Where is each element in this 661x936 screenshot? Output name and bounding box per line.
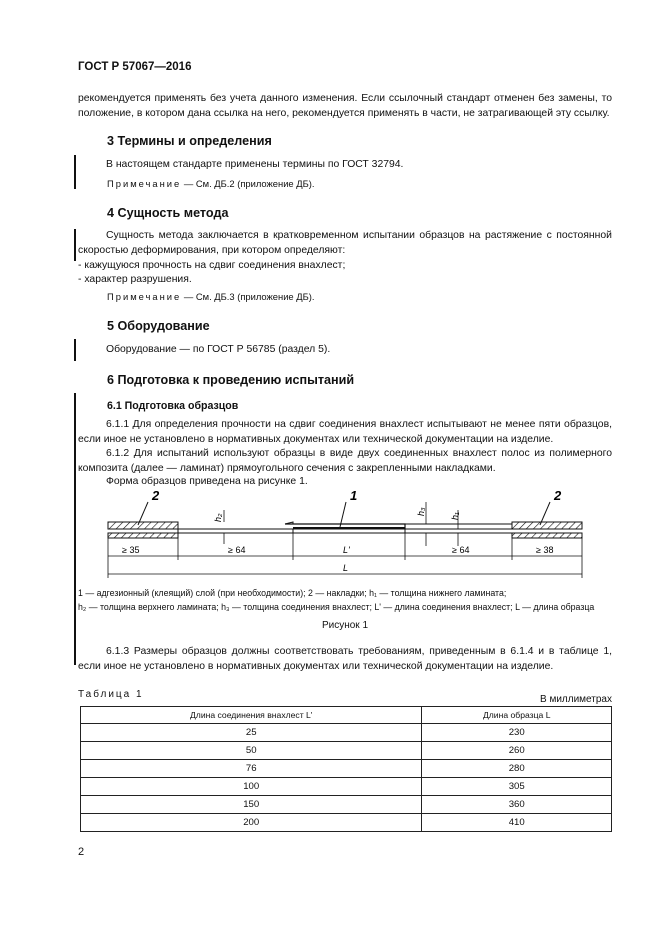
section-5-text: Оборудование — по ГОСТ Р 56785 (раздел 5). bbox=[106, 344, 331, 355]
label-2-left: 2 bbox=[152, 488, 160, 503]
section-4-text: Сущность метода заключается в кратковременном испытании образцов на растяжение с постоянной скоростью деформирования, при котором определяют: bbox=[78, 230, 612, 256]
label-h1: h₁ bbox=[450, 512, 460, 520]
table-cell: 150 bbox=[81, 796, 422, 814]
table-header-cell: Длина образца L bbox=[422, 707, 612, 724]
section-4-title: 4 Сущность метода bbox=[107, 206, 229, 220]
table-cell: 200 bbox=[81, 814, 422, 832]
table-cell: 410 bbox=[422, 814, 612, 832]
list-item: - кажущуюся прочность на сдвиг соединения внахлест; bbox=[78, 260, 346, 271]
table-cell: 305 bbox=[422, 778, 612, 796]
note-text: — См. ДБ.3 (приложение ДБ). bbox=[181, 291, 315, 302]
dimensions-table bbox=[80, 706, 612, 832]
section-3-note bbox=[107, 178, 314, 189]
table-header-row bbox=[81, 707, 612, 724]
label-h2: h₂ bbox=[213, 513, 223, 522]
dim-free-right: ≥ 64 bbox=[452, 545, 470, 555]
table-cell: 76 bbox=[81, 760, 422, 778]
table-units: В миллиметрах bbox=[540, 694, 612, 705]
section-3-title: 3 Термины и определения bbox=[107, 134, 272, 148]
document-header: ГОСТ Р 57067—2016 bbox=[78, 61, 192, 73]
dim-right-tab: ≥ 38 bbox=[536, 545, 554, 555]
left-tab-bottom bbox=[108, 533, 178, 538]
note-label: Примечание bbox=[107, 291, 182, 302]
change-bar bbox=[74, 393, 76, 665]
label-h3: h₃ bbox=[416, 507, 426, 516]
table-cell: 100 bbox=[81, 778, 422, 796]
paragraph-6-1-3: 6.1.3 Размеры образцов должны соответствовать требованиям, приведенным в 6.1.4 и в таблице 1, если иное не установлено в нормативных документах или технической документации на изделие. bbox=[78, 646, 612, 672]
paragraph-6-1-2: 6.1.2 Для испытаний используют образцы в виде двух соединенных внахлест полос из полимерного композита (далее — ламинат) прямоугольного сечения с закрепленными накладками. bbox=[78, 448, 612, 474]
table-row bbox=[81, 814, 612, 832]
change-bar bbox=[74, 339, 76, 361]
specimen-figure bbox=[100, 488, 620, 582]
table-cell: 260 bbox=[422, 742, 612, 760]
table-row bbox=[81, 724, 612, 742]
table-row bbox=[81, 742, 612, 760]
lower-laminate bbox=[178, 529, 405, 533]
table-cell: 50 bbox=[81, 742, 422, 760]
table-row bbox=[81, 796, 612, 814]
right-tab-bottom bbox=[512, 533, 582, 538]
list-item: - характер разрушения. bbox=[78, 274, 192, 285]
dim-overlap: L' bbox=[343, 545, 350, 555]
table-row bbox=[81, 760, 612, 778]
paragraph-figure-ref: Форма образцов приведена на рисунке 1. bbox=[106, 476, 308, 487]
table-header-cell: Длина соединения внахлест L' bbox=[81, 707, 422, 724]
intro-paragraph: рекомендуется применять без учета данного изменения. Если ссылочный стандарт отменен без замены, то положение, в котором дана ссылка на него, рекомендуется применять в части, не затрагивающей эту ссылку. bbox=[78, 93, 612, 119]
table-row bbox=[81, 778, 612, 796]
left-tab-top bbox=[108, 522, 178, 529]
adhesive-layer bbox=[293, 527, 405, 529]
note-label: Примечание bbox=[107, 178, 182, 189]
change-bar bbox=[74, 229, 76, 261]
table-cell: 360 bbox=[422, 796, 612, 814]
table-cell: 25 bbox=[81, 724, 422, 742]
figure-caption: Рисунок 1 bbox=[321, 620, 369, 631]
right-tab-top bbox=[512, 522, 582, 529]
label-1: 1 bbox=[350, 488, 358, 503]
table-cell: 230 bbox=[422, 724, 612, 742]
section-5-title: 5 Оборудование bbox=[107, 319, 210, 333]
dim-free-left: ≥ 64 bbox=[228, 545, 246, 555]
dim-total: L bbox=[343, 563, 349, 573]
subsection-6-1-title: 6.1 Подготовка образцов bbox=[107, 400, 239, 412]
section-6-title: 6 Подготовка к проведению испытаний bbox=[107, 373, 355, 387]
paragraph-6-1-1: 6.1.1 Для определения прочности на сдвиг соединения внахлест испытывают не менее пяти образцов, если иное не установлено в нормативных документах или технической документации на изделие. bbox=[78, 419, 612, 445]
dim-left-tab: ≥ 35 bbox=[122, 545, 140, 555]
section-3-text: В настоящем стандарте применены термины по ГОСТ 32794. bbox=[106, 159, 404, 170]
figure-legend-1: 1 — адгезионный (клеящий) слой (при необходимости); 2 — накладки; h₁ — толщина нижнего ламината; bbox=[78, 588, 507, 598]
label-2-right: 2 bbox=[554, 488, 562, 503]
table-caption: Таблица 1 bbox=[78, 689, 144, 700]
section-4-note bbox=[107, 291, 314, 302]
note-text: — См. ДБ.2 (приложение ДБ). bbox=[181, 178, 315, 189]
figure-legend-2: h₂ — толщина верхнего ламината; h₃ — толщина соединения внахлест; L' — длина соединения внахлест; L — длина образца bbox=[78, 602, 595, 612]
page-number: 2 bbox=[78, 846, 85, 858]
change-bar bbox=[74, 155, 76, 189]
table-cell: 280 bbox=[422, 760, 612, 778]
